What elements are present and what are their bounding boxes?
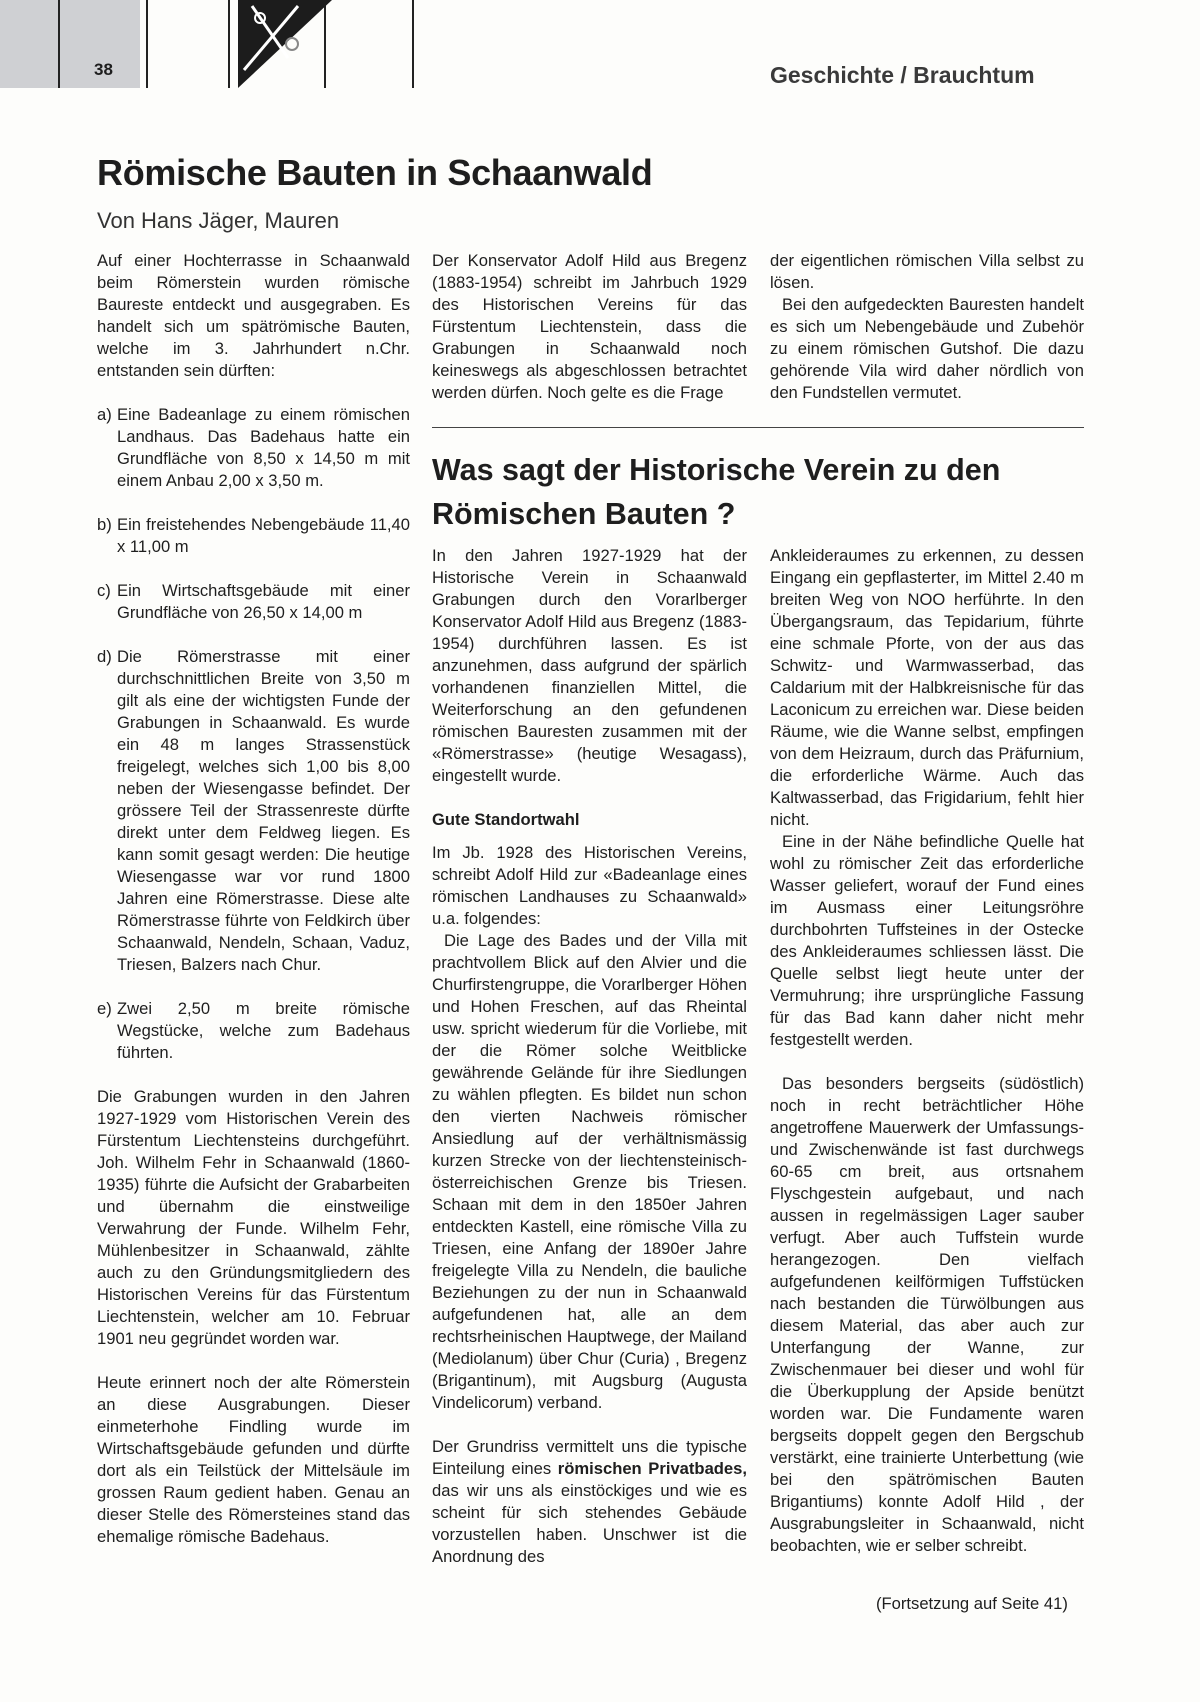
column-2-top: [432, 250, 747, 404]
list-item: [97, 646, 410, 976]
paragraph: In den Jahren 1927-1929 hat der Historische Verein in Schaanwald Grabungen durch den Vorarlberger Konservator Adolf Hild aus Bregenz (1883-1954) durchführen lassen. Es ist anzunehmen, dass aufgrund der spärlich vorhandenen finanziellen Mittel, die Weiterforschung an den gefundenen römischen Bauresten zusammen mit der «Römerstrasse» (heutige Wesagass), eingestellt wurde.: [432, 546, 747, 785]
list-item: [97, 998, 410, 1064]
list-label: b): [97, 515, 112, 534]
column-2: [432, 545, 747, 1568]
header-bar: [228, 0, 230, 88]
paragraph: Im Jb. 1928 des Historischen Vereins, schreibt Adolf Hild zur «Badeanlage eines römischen Landhauses zu Schaanwald» u.a. folgendes:: [432, 843, 747, 928]
continuation-note: (Fortsetzung auf Seite 41): [876, 1594, 1068, 1613]
paragraph: [432, 1436, 747, 1568]
list-label: e): [97, 999, 112, 1018]
section-divider: [432, 427, 1084, 428]
list-text: Ein freistehendes Nebengebäude 11,40 x 11,00 m: [117, 515, 410, 556]
text-run: Der Grundriss vermittelt uns die typische Einteilung eines: [432, 1437, 747, 1478]
list-label: d): [97, 647, 112, 666]
header-bar: [146, 0, 148, 88]
intro-paragraph: Auf einer Hochterrasse in Schaanwald beim Römerstein wurden römische Baureste entdeckt und ausgegraben. Es handelt sich um spätrömische Bauten, welche im 3. Jahrhundert n.Chr. entstanden sein dürften:: [97, 251, 410, 380]
section-title: Geschichte / Brauchtum: [770, 62, 1035, 88]
paragraph: Ankleideraumes zu erkennen, zu dessen Eingang ein gepflasterter, im Mittel 2.40 m breiten Weg von NOO herführte. In den Übergangsraum, das Tepidarium, führte eine schmale Pforte, von der aus das Schwitz- und Warmwasserbad, das Caldarium mit der Halbkreisnische für das Laconicum zu erreichen war. Diese beiden Räume, wie die Wanne selbst, empfingen von dem Heizraum, durch das Präfurnium, die erforderliche Wärme. Auch das Kaltwasserbad, das Frigidarium, fehlt hier nicht.: [770, 546, 1084, 829]
emblem-icon: [238, 0, 424, 88]
paragraph: Der Konservator Adolf Hild aus Bregenz (1883-1954) schreibt im Jahrbuch 1929 des Historischen Vereins für das Fürstentum Liechtenstein, dass die Grabungen in Schaanwald noch keineswegs als abgeschlossen betrachtet werden dürfen. Noch gelte es die Frage: [432, 251, 747, 402]
list-text: Eine Badeanlage zu einem römischen Landhaus. Das Badehaus hatte ein Grundfläche von 8,50 x 14,50 m mit einem Anbau 2,00 x 3,50 m.: [117, 405, 410, 490]
list-text: Ein Wirtschaftsgebäude mit einer Grundfläche von 26,50 x 14,00 m: [117, 581, 410, 622]
list-item: [97, 404, 410, 492]
column-3: [770, 545, 1084, 1557]
list-item: [97, 514, 410, 558]
paragraph: Das besonders bergseits (südöstlich) noch in recht beträchtlicher Höhe angetroffene Mauerwerk der Umfassungs- und Zwischenwände ist fast durchwegs 60-65 cm breit, aus ortsnahem Flyschgestein aufgebaut, und nach aussen in regelmässigen Lager sauber verfugt. Aber auch Tuffstein wurde herangezogen. Den vielfach aufgefundenen keilförmigen Tuffstücken nach bestanden die Türwölbungen aus diesem Material, das aber auch zur Unterfangung der Wanne, zur Zwischenmauer bei dieser und wohl für die Überkupplung der Apside benützt worden war. Die Fundamente waren bergseits doppelt gegen den Bergschub verstärkt, eine trainierte Unterbettung (wie bei den spätrömischen Bauten Brigantiums) konnte Adolf Hild , der Ausgrabungsleiter in Schaanwald, nicht beobachten, wie er selber schreibt.: [770, 1074, 1084, 1555]
paragraph: Die Lage des Bades und der Villa mit prachtvollem Blick auf den Alvier und die Churfirstengruppe, die Vorarlberger Höhen und Hohen Freschen, auf das Rheintal usw. spricht wiederum für die Vorliebe, mit der die Römer solche Weitblicke gewährende Gelände für ihre Siedlungen zu wählen pflegten. Es bildet nun schon den vierten Nachweis römischer Ansiedlung auf der verhältnismässig kurzen Strecke von der liechtensteinisch-österreichischen Grenze bis Triesen. Schaan mit dem in den 1850er Jahren entdeckten Kastell, eine römische Villa zu Triesen, eine Anfang der 1890er Jahre freigelegte Villa zu Nendeln, die bauliche Beziehungen zu der nun in Schaanwald aufgefundenen hat, alle an dem rechtsrheinischen Hauptwege, der Mailand (Mediolanum) über Chur (Curia) , Bregenz (Brigantinum), mit Augsburg (Augusta Vindelicorum) verband.: [432, 931, 747, 1412]
list-label: c): [97, 581, 111, 600]
column-3-top: [770, 250, 1084, 404]
text-run: das wir uns als einstöckiges und wie es scheint für sich stehendes Gebäude vorzustellen haben. Unschwer ist die Anordnung des: [432, 1481, 747, 1566]
list-text: Die Römerstrasse mit einer durchschnittlichen Breite von 3,50 m gilt als eine der wichtigsten Funde der Grabungen in Schaanwald. Es wurde ein 48 m langes Strassenstück freigelegt, welches sich 1,00 bis 8,00 neben der Wiesengasse befindet. Der grössere Teil der Strassenreste dürfte direkt unter dem Feldweg liegen. Es kann somit gesagt werden: Die heutige Wiesengasse war vor rund 1800 Jahren eine Römerstrasse. Diese alte Römerstrasse führte von Feldkirch über Schaanwald, Nendeln, Schaan, Vaduz, Triesen, Balzers nach Chur.: [117, 647, 410, 974]
list-text: Zwei 2,50 m breite römische Wegstücke, welche zum Badehaus führten.: [117, 999, 410, 1062]
paragraph: Bei den aufgedeckten Bauresten handelt es sich um Nebengebäude und Zubehör zu einem römischen Gutshof. Die dazu gehörende Vila wird daher nördlich von den Fundstellen vermutet.: [770, 295, 1084, 402]
header-grey-band: [0, 0, 140, 88]
list-label: a): [97, 405, 112, 424]
paragraph: Die Grabungen wurden in den Jahren 1927-1929 vom Historischen Verein des Fürstentum Liechtensteins durchgeführt. Joh. Wilhelm Fehr in Schaanwald (1860-1935) führte die Aufsicht der Grabarbeiten und übernahm die einstweilige Verwahrung der Funde. Wilhelm Fehr, Mühlenbesitzer in Schaanwald, zählte auch zu den Gründungsmitgliedern des Historischen Vereins für das Fürstentum Liechtenstein, welcher am 10. Februar 1901 neu gegründet worden war.: [97, 1087, 410, 1348]
subheading: Gute Standortwahl: [432, 810, 580, 829]
paragraph: der eigentlichen römischen Villa selbst zu lösen.: [770, 251, 1084, 292]
column-1: [97, 250, 410, 1548]
bold-text: römischen Privatbades,: [557, 1459, 747, 1478]
page-number: 38: [94, 60, 113, 79]
list-item: [97, 580, 410, 624]
paragraph: Heute erinnert noch der alte Römerstein an diese Ausgrabungen. Dieser einmeterhohe Findling wurde im Wirtschaftsgebäude gefunden und dürfte dort als ein Teilstück der Mittelsäule im grossen Raum gedient haben. Genau an dieser Stelle des Römersteines stand das ehemalige römische Badehaus.: [97, 1373, 410, 1546]
header-bar: [58, 0, 60, 88]
article-title: Römische Bauten in Schaanwald: [97, 152, 653, 193]
section-heading: Was sagt der Historische Verein zu den Römischen Bauten ?: [432, 453, 1001, 531]
paragraph: Eine in der Nähe befindliche Quelle hat wohl zu römischer Zeit das erforderliche Wasser geliefert, worauf der Fund eines im Ausmass einer Leitungsröhre durchbohrten Tuffsteines in der Ostecke des Ankleideraumes schliessen lässt. Die Quelle selbst liegt heute unter der Vermuhrung; ihre ursprüngliche Fassung für das Bad kann daher nicht mehr festgestellt werden.: [770, 832, 1084, 1049]
article-byline: Von Hans Jäger, Mauren: [97, 208, 340, 233]
